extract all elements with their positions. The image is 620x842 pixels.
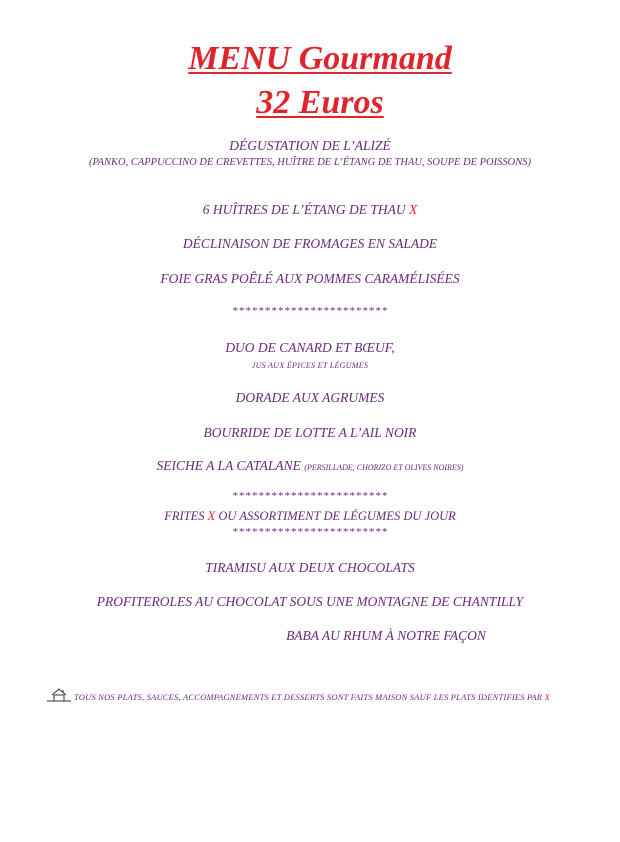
separator-2: ************************: [232, 490, 388, 502]
entree-fromages: DÉCLINAISON DE FROMAGES EN SALADE: [182, 236, 438, 251]
not-homemade-mark: X: [409, 202, 418, 217]
dessert-tiramisu: TIRAMISU AUX DEUX CHOCOLATS: [205, 560, 415, 575]
plat-seiche-label: SEICHE A LA CATALANE: [156, 458, 301, 473]
entree-foie-gras: FOIE GRAS POÊLÉ AUX POMMES CARAMÉLISÉES: [160, 271, 460, 286]
plat-seiche: [0, 458, 620, 474]
menu-title: MENU Gourmand: [188, 40, 452, 77]
plat-duo-canard-detail: JUS AUX ÉPICES ET LÉGUMES: [251, 361, 369, 370]
not-homemade-mark: X: [207, 509, 216, 523]
plat-seiche-detail: (PERSILLADE, CHORIZO ET OLIVES NOIRES): [304, 463, 464, 472]
separator-3: ************************: [232, 526, 388, 538]
entree-huitres-label: 6 HUÎTRES DE L’ÉTANG DE THAU: [202, 202, 406, 217]
accompagnement: [0, 509, 620, 524]
plat-dorade: DORADE AUX AGRUMES: [235, 390, 385, 405]
dessert-baba: BABA AU RHUM À NOTRE FAÇON: [286, 628, 486, 643]
accompagnement-frites: FRITES: [164, 509, 205, 523]
footer-note: [46, 688, 586, 703]
separator-1: ************************: [232, 305, 388, 317]
plat-bourride: BOURRIDE DE LOTTE A L’AIL NOIR: [203, 425, 417, 440]
menu-price: 32 Euros: [256, 84, 384, 121]
plat-duo-canard: DUO DE CANARD ET BŒUF,: [225, 340, 395, 355]
footer-text: TOUS NOS PLATS, SAUCES, ACCOMPAGNEMENTS ET DESSERTS SONT FAITS MAISON SAUF LES PLATS IDENTIFIES PAR: [74, 692, 545, 702]
entree-alize-detail: (PANKO, CAPPUCCINO DE CREVETTES, HUÎTRE DE L’ÉTANG DE THAU, SOUPE DE POISSONS): [89, 157, 531, 168]
dessert-profiteroles: PROFITEROLES AU CHOCOLAT SOUS UNE MONTAGNE DE CHANTILLY: [96, 594, 524, 609]
fait-maison-house-icon: [46, 688, 72, 702]
accompagnement-legumes: OU ASSORTIMENT DE LÉGUMES DU JOUR: [218, 509, 456, 523]
footer-mark: X: [544, 692, 550, 702]
entree-alize: DÉGUSTATION DE L’ALIZÉ: [229, 138, 391, 153]
entree-huitres: [0, 202, 620, 218]
